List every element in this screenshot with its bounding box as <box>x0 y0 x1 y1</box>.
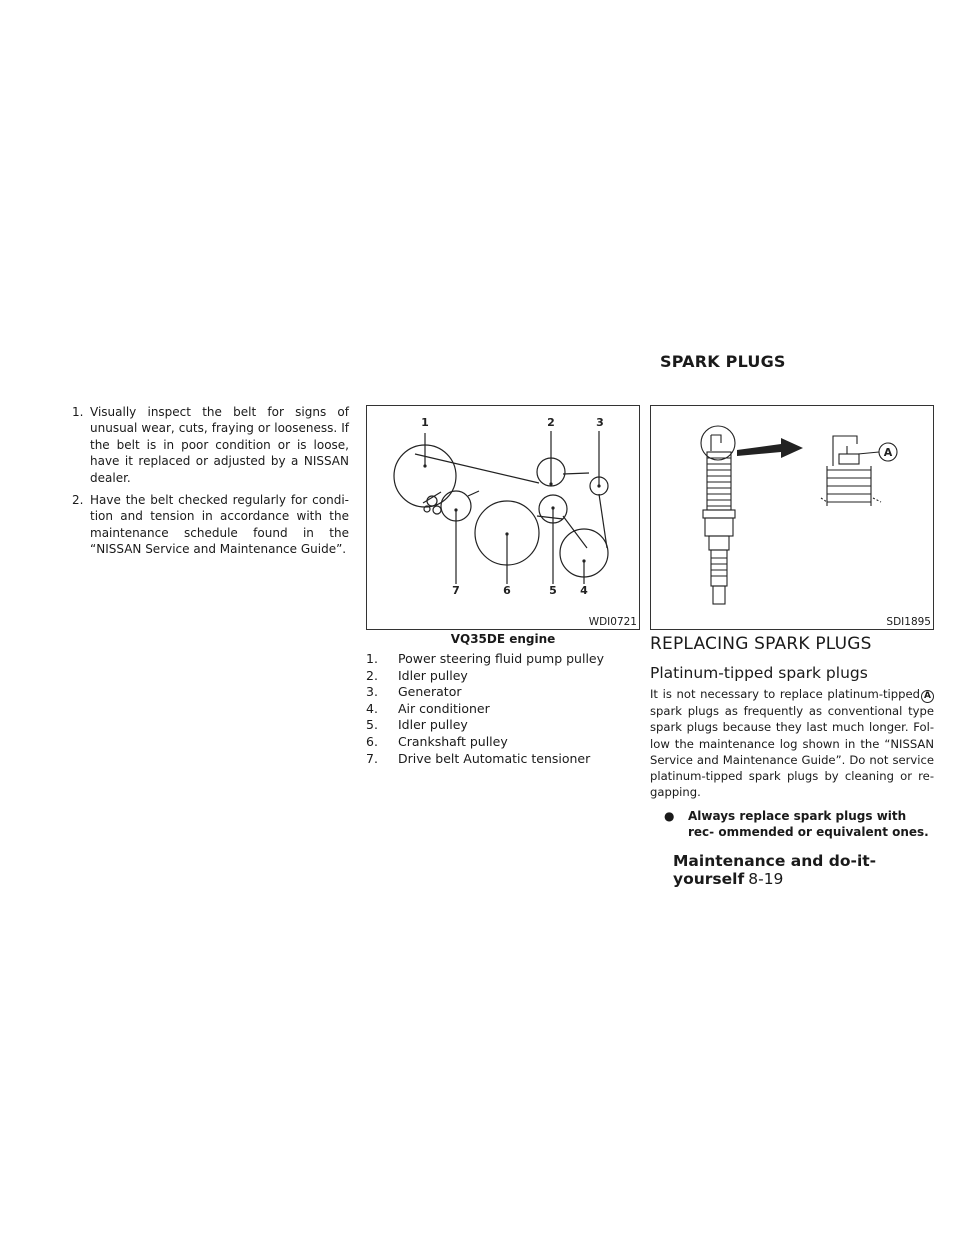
platinum-plugs-subheading: Platinum-tipped spark plugs <box>650 664 868 682</box>
figure-code: SDI1895 <box>886 616 931 628</box>
bullet-text: Always replace spark plugs with rec- ommended or equivalent ones. <box>688 809 929 840</box>
list-item-text: Have the belt checked regularly for condi- tion and tension in accordance with the maintenance schedule found in the “NISSAN Service and Maintenance Guide”. <box>90 493 349 557</box>
page-footer <box>673 852 960 888</box>
drive-belt-diagram <box>367 406 639 629</box>
callout-5: 5 <box>549 584 557 597</box>
callout-3: 3 <box>596 416 604 429</box>
spark-plug-diagram <box>651 406 933 629</box>
replacing-spark-plugs-heading: REPLACING SPARK PLUGS <box>650 634 872 654</box>
pulley-legend <box>366 651 640 767</box>
legend-item: 7. Drive belt Automatic tensioner <box>366 750 591 766</box>
list-item <box>72 404 349 486</box>
callout-4: 4 <box>580 584 588 597</box>
list-item <box>72 492 349 558</box>
chapter-title: Maintenance and do-it-yourself <box>673 852 877 888</box>
list-item-text: Visually inspect the belt for signs of unusual wear, cuts, fraying or looseness. If the belt is in poor condition or is loose, have it replaced or adjusted by a NISSAN dealer. <box>90 405 349 485</box>
callout-2: 2 <box>547 416 555 429</box>
spark-plug-figure <box>650 405 934 630</box>
bullet-icon: ● <box>664 809 675 823</box>
legend-item: 5. Idler pulley <box>366 717 468 733</box>
legend-item: 1. Power steering fluid pump pulley <box>366 651 605 666</box>
legend-item: 6. Crankshaft pulley <box>366 733 508 749</box>
callout-6: 6 <box>503 584 511 597</box>
list-item-number: 2. <box>72 493 84 508</box>
plug-callout-a: A <box>883 446 893 459</box>
legend-item: 4. Air conditioner <box>366 700 490 716</box>
legend-item: 2. Idler pulley <box>366 667 468 683</box>
page-number: 8-19 <box>748 870 784 888</box>
section-title: SPARK PLUGS <box>660 352 786 371</box>
callout-a-marker: A <box>921 690 934 703</box>
platinum-plugs-paragraph: It is not necessary to replace platinum-tipped A spark plugs as frequently as conventional type spark plugs because they last much longer. Fol- low the maintenance log shown in the “NISSAN Service and Maintenance Guide”. Do not service platinum-tipped spark plugs by cleaning or re- gapping. <box>650 687 934 800</box>
list-item-number: 1. <box>72 405 84 419</box>
figure-code: WDI0721 <box>588 616 637 628</box>
belt-inspection-steps <box>72 404 349 564</box>
callout-1: 1 <box>421 416 429 429</box>
callout-7: 7 <box>452 584 460 597</box>
figure-caption: VQ35DE engine <box>450 632 556 646</box>
legend-item: 3. Generator <box>366 684 462 700</box>
warning-bullet <box>664 808 936 841</box>
drive-belt-figure <box>366 405 640 630</box>
